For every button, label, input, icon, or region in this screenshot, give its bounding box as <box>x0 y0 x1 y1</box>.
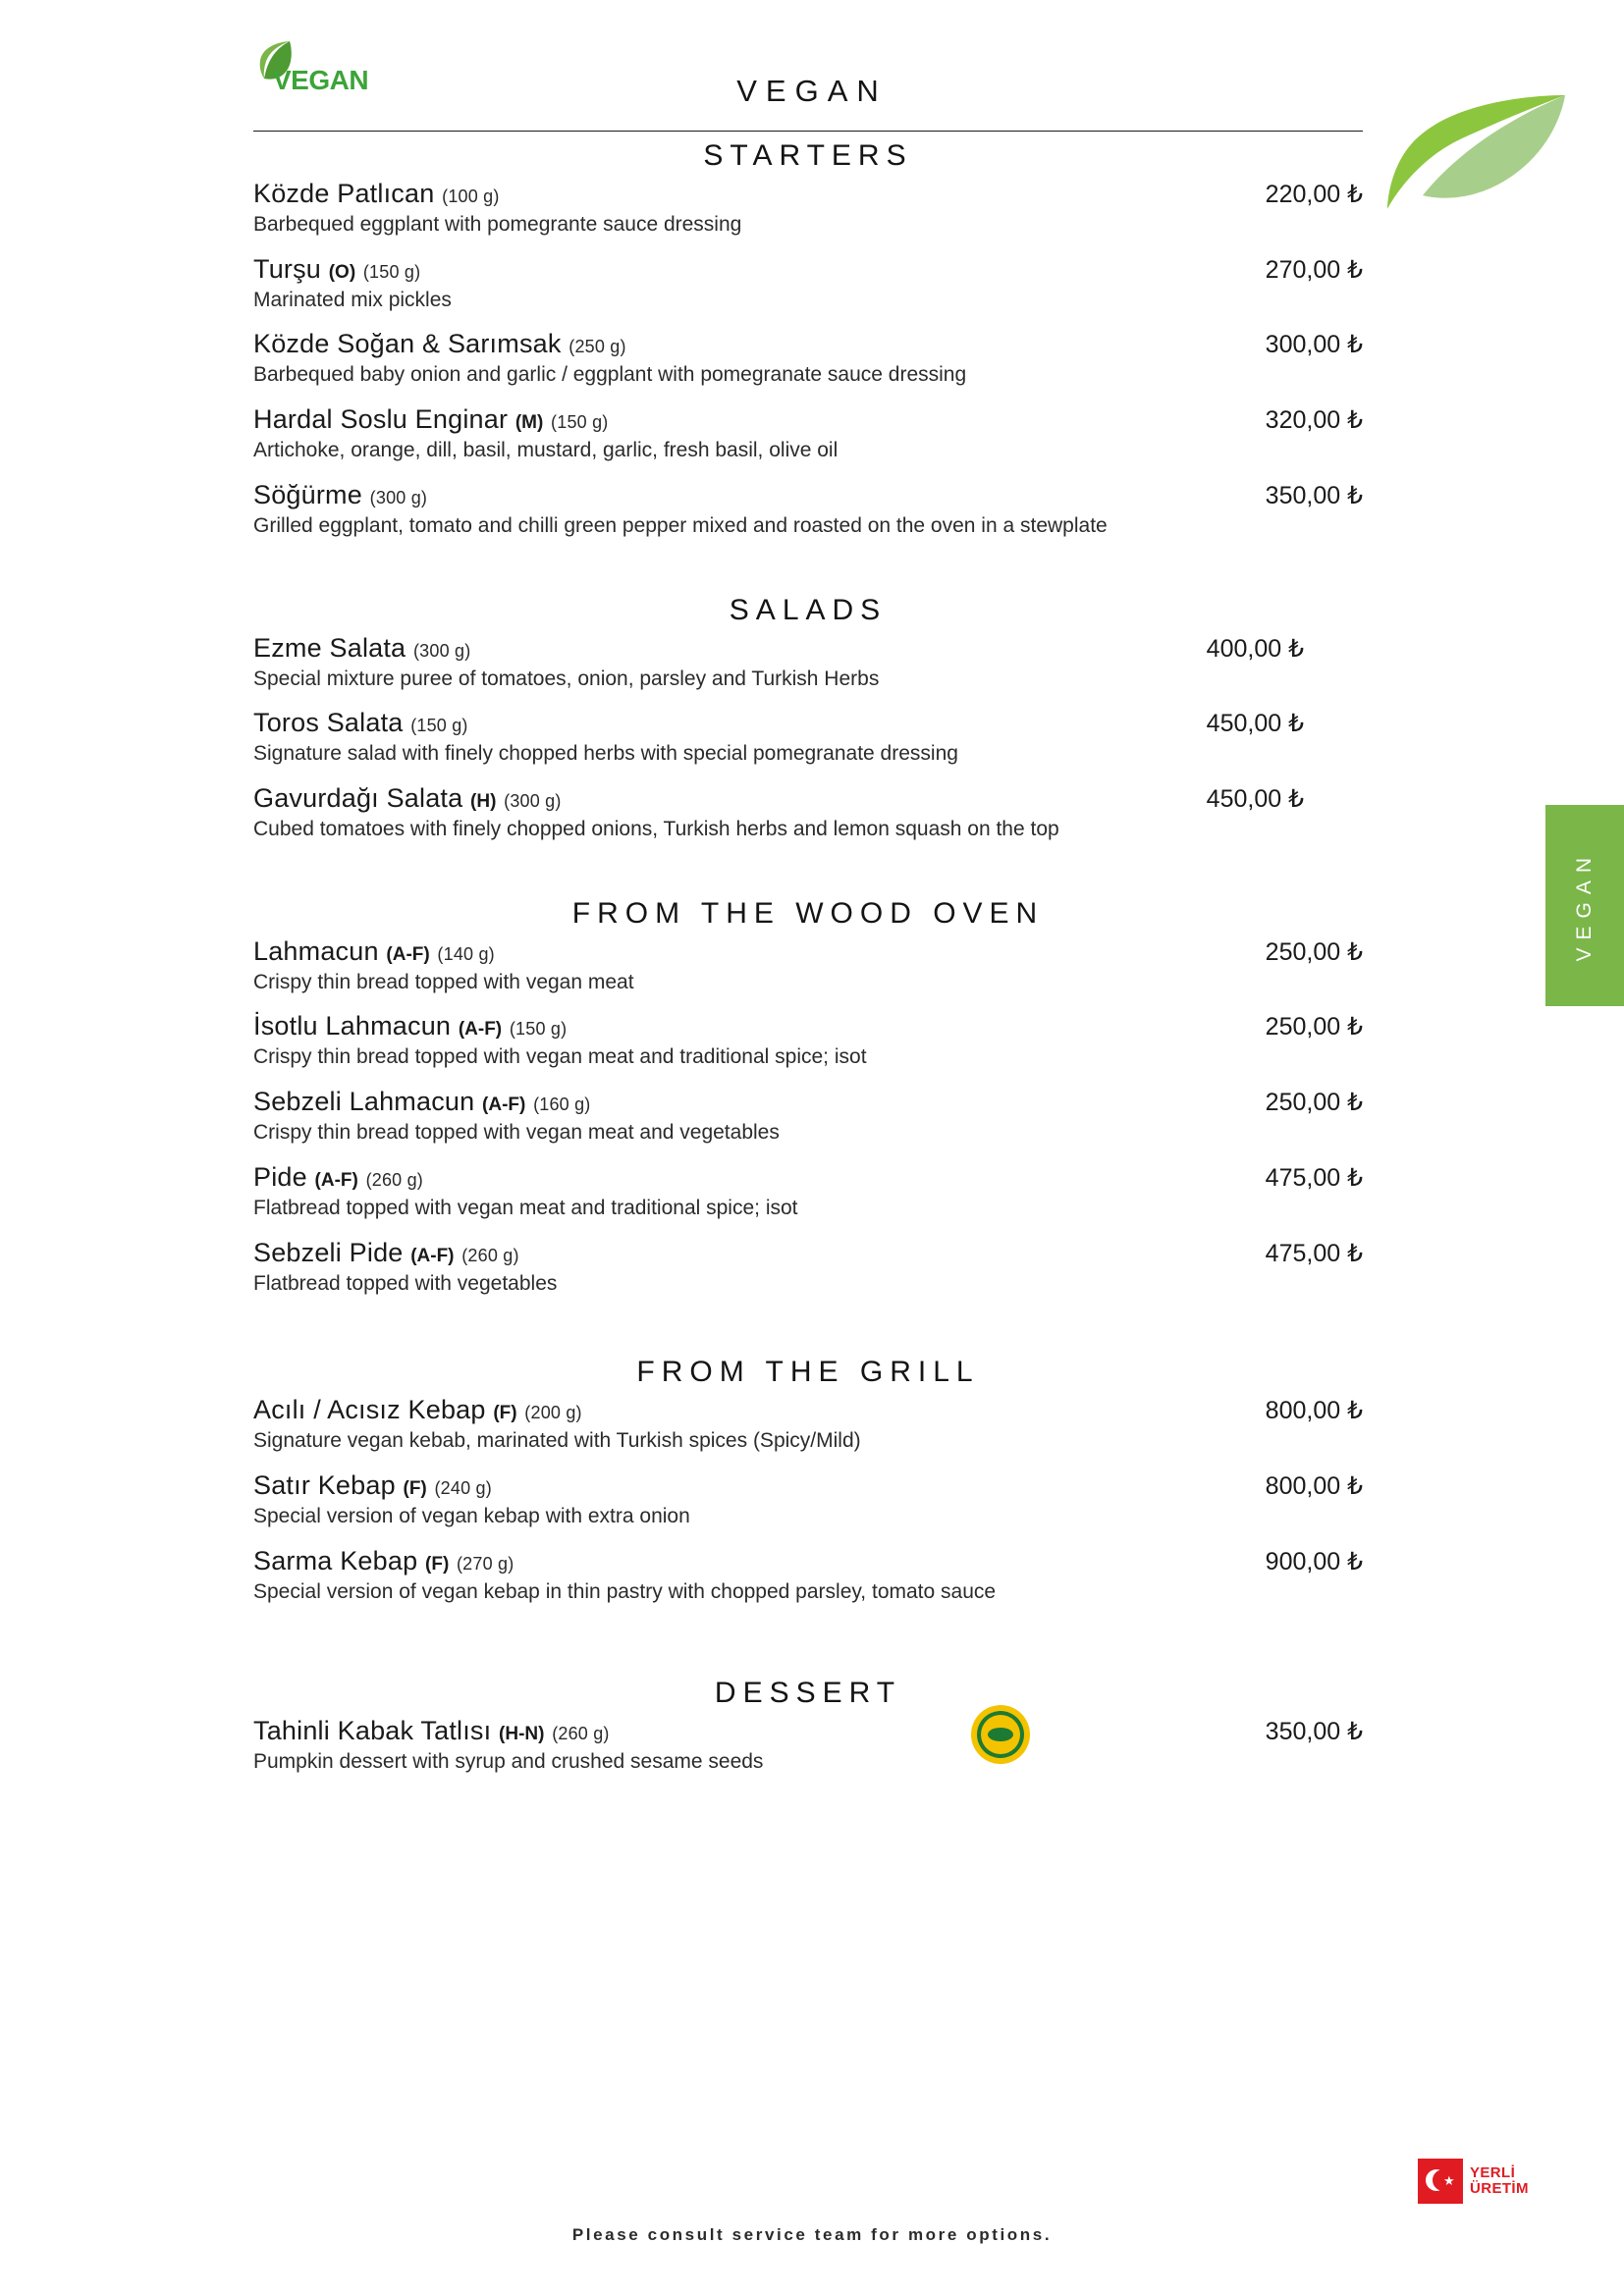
item-description: Grilled eggplant, tomato and chilli green pepper mixed and roasted on the oven in a stewplate <box>253 513 1108 537</box>
item-name <box>253 633 470 664</box>
item-name <box>253 179 500 209</box>
yerli-uretim-text <box>1470 2165 1529 2197</box>
decorative-leaf-icon <box>1385 93 1567 211</box>
item-description: Signature salad with finely chopped herbs with special pomegranate dressing <box>253 742 958 766</box>
menu-item <box>253 1087 1363 1147</box>
item-name-text: Toros Salata <box>253 708 404 738</box>
item-name-text: Sarma Kebap <box>253 1545 418 1575</box>
item-weight: (250 g) <box>568 337 626 357</box>
item-price: 475,00 ₺ <box>1265 1163 1363 1192</box>
side-tab-label: VEGAN <box>1573 849 1596 962</box>
item-price: 300,00 ₺ <box>1265 331 1363 359</box>
section-dessert <box>253 1677 1363 1776</box>
menu-item <box>253 633 1363 693</box>
item-name-text: Gavurdağı Salata <box>253 783 463 814</box>
item-description: Crispy thin bread topped with vegan meat and vegetables <box>253 1121 780 1145</box>
footer-note: Please consult service team for more options. <box>571 2225 1053 2244</box>
item-weight: (300 g) <box>412 640 471 661</box>
item-weight: (240 g) <box>434 1478 492 1499</box>
menu-item <box>253 783 1363 843</box>
item-price: 400,00 ₺ <box>1206 634 1304 663</box>
item-allergen: (H-N) <box>499 1723 545 1744</box>
item-allergen: (A-F) <box>314 1169 358 1191</box>
section-title: DESSERT <box>714 1676 902 1709</box>
item-name <box>253 1162 423 1193</box>
section-starters <box>253 139 1363 540</box>
menu-item <box>253 1395 1363 1455</box>
menu-item <box>253 936 1363 996</box>
item-description: Crispy thin bread topped with vegan meat and traditional spice; isot <box>253 1045 867 1069</box>
item-price: 250,00 ₺ <box>1265 1013 1363 1041</box>
item-weight: (150 g) <box>551 412 609 433</box>
item-allergen: (F) <box>493 1403 517 1424</box>
menu-body <box>253 137 1363 1790</box>
item-weight: (150 g) <box>362 261 421 282</box>
item-price: 475,00 ₺ <box>1265 1239 1363 1267</box>
item-description: Artichoke, orange, dill, basil, mustard, garlic, fresh basil, olive oil <box>253 439 839 462</box>
menu-item <box>253 1470 1363 1530</box>
item-description: Cubed tomatoes with finely chopped onions, Turkish herbs and lemon squash on the top <box>253 818 1059 841</box>
section-title: SALADS <box>729 593 888 626</box>
item-weight: (140 g) <box>437 943 495 964</box>
item-price: 800,00 ₺ <box>1265 1472 1363 1501</box>
title-divider <box>253 131 1363 132</box>
item-name <box>253 1546 514 1576</box>
item-name-text: Tahinli Kabak Tatlısı <box>253 1715 492 1745</box>
item-name-text: Sebzeli Pide <box>253 1237 404 1267</box>
item-allergen: (A-F) <box>386 943 430 965</box>
item-name <box>253 1470 492 1501</box>
item-price: 320,00 ₺ <box>1265 406 1363 435</box>
item-name <box>253 1716 610 1746</box>
section-title: FROM THE GRILL <box>636 1356 980 1389</box>
yerli-line-2: ÜRETİM <box>1470 2180 1529 2197</box>
item-name <box>253 480 427 510</box>
item-price: 450,00 ₺ <box>1206 785 1304 814</box>
menu-item <box>253 329 1363 389</box>
section-title: FROM THE WOOD OVEN <box>571 896 1045 930</box>
section-wood-oven <box>253 897 1363 1298</box>
item-description: Crispy thin bread topped with vegan meat <box>253 970 634 993</box>
item-allergen: (A-F) <box>482 1095 526 1116</box>
item-weight: (200 g) <box>524 1403 582 1423</box>
item-description: Barbequed baby onion and garlic / eggplant with pomegranate sauce dressing <box>253 363 967 387</box>
item-allergen: (O) <box>328 261 356 283</box>
item-name-text: Hardal Soslu Enginar <box>253 404 509 435</box>
item-name-text: Pide <box>253 1161 307 1192</box>
menu-item <box>253 1716 1363 1776</box>
item-name-text: Közde Patlıcan <box>253 179 435 208</box>
item-price: 250,00 ₺ <box>1265 1089 1363 1117</box>
item-name <box>253 404 608 435</box>
yerli-line-1: YERLİ <box>1470 2164 1516 2182</box>
section-title: STARTERS <box>703 139 913 172</box>
item-price: 350,00 ₺ <box>1265 481 1363 509</box>
item-name-text: Közde Soğan & Sarımsak <box>253 329 562 359</box>
menu-item <box>253 254 1363 314</box>
item-description: Marinated mix pickles <box>253 288 452 311</box>
item-name-text: Turşu <box>253 253 322 284</box>
item-allergen: (M) <box>514 412 544 434</box>
item-name <box>253 936 495 967</box>
item-name-text: Söğürme <box>253 479 362 509</box>
item-name-text: İsotlu Lahmacun <box>253 1011 452 1041</box>
item-weight: (300 g) <box>369 487 428 507</box>
item-allergen: (F) <box>403 1478 427 1500</box>
page-title: VEGAN <box>736 74 888 108</box>
item-name <box>253 254 420 285</box>
section-grill <box>253 1356 1363 1605</box>
item-description: Signature vegan kebab, marinated with Turkish spices (Spicy/Mild) <box>253 1429 861 1453</box>
item-name-text: Lahmacun <box>253 935 379 966</box>
item-price: 220,00 ₺ <box>1265 181 1363 208</box>
item-weight: (300 g) <box>504 791 562 812</box>
item-name-text: Acılı / Acısız Kebap <box>253 1395 486 1425</box>
item-name <box>253 1238 519 1268</box>
item-weight: (260 g) <box>461 1245 519 1265</box>
item-allergen: (A-F) <box>458 1019 503 1041</box>
item-weight: (160 g) <box>533 1095 591 1115</box>
item-description: Flatbread topped with vegetables <box>253 1271 558 1295</box>
item-name <box>253 783 562 814</box>
item-price: 450,00 ₺ <box>1206 710 1304 738</box>
item-description: Pumpkin dessert with syrup and crushed sesame seeds <box>253 1749 764 1773</box>
menu-item <box>253 480 1363 540</box>
item-weight: (260 g) <box>552 1723 610 1743</box>
item-weight: (150 g) <box>509 1019 568 1040</box>
side-tab-vegan <box>1545 805 1624 1006</box>
item-description: Special version of vegan kebap with extra onion <box>253 1505 690 1528</box>
item-name-text: Sebzeli Lahmacun <box>253 1087 475 1117</box>
item-name <box>253 708 468 738</box>
item-description: Special version of vegan kebap in thin pastry with chopped parsley, tomato sauce <box>253 1579 997 1603</box>
item-weight: (260 g) <box>365 1169 423 1190</box>
item-name-text: Ezme Salata <box>253 632 406 663</box>
item-price: 270,00 ₺ <box>1265 255 1363 284</box>
item-weight: (270 g) <box>456 1553 514 1574</box>
item-weight: (150 g) <box>410 716 468 736</box>
item-allergen: (H) <box>470 791 497 813</box>
menu-item <box>253 179 1363 239</box>
item-description: Flatbread topped with vegan meat and traditional spice; isot <box>253 1196 798 1219</box>
item-name <box>253 1087 591 1117</box>
item-price: 800,00 ₺ <box>1265 1397 1363 1425</box>
item-name <box>253 329 626 359</box>
vegan-logo-text: VEGAN <box>273 65 369 95</box>
item-price: 900,00 ₺ <box>1265 1547 1363 1575</box>
item-price: 250,00 ₺ <box>1265 937 1363 966</box>
menu-item <box>253 1238 1363 1298</box>
menu-item <box>253 1011 1363 1071</box>
item-price: 350,00 ₺ <box>1265 1717 1363 1745</box>
section-salads <box>253 594 1363 843</box>
yerli-uretim-badge <box>1418 2157 1565 2206</box>
item-name <box>253 1011 567 1041</box>
page-header <box>0 0 1624 147</box>
item-allergen: (F) <box>425 1553 450 1575</box>
item-name <box>253 1395 582 1425</box>
turkish-flag-icon: ★ <box>1418 2159 1463 2204</box>
vegetarian-seal-icon <box>970 1704 1031 1765</box>
menu-item <box>253 1546 1363 1606</box>
item-weight: (100 g) <box>442 187 500 206</box>
menu-item <box>253 1162 1363 1222</box>
item-description: Special mixture puree of tomatoes, onion, parsley and Turkish Herbs <box>253 667 880 690</box>
item-description: Barbequed eggplant with pomegrante sauce dressing <box>253 213 742 236</box>
menu-item <box>253 708 1363 768</box>
item-name-text: Satır Kebap <box>253 1470 396 1501</box>
item-allergen: (A-F) <box>410 1245 455 1266</box>
menu-item <box>253 404 1363 464</box>
